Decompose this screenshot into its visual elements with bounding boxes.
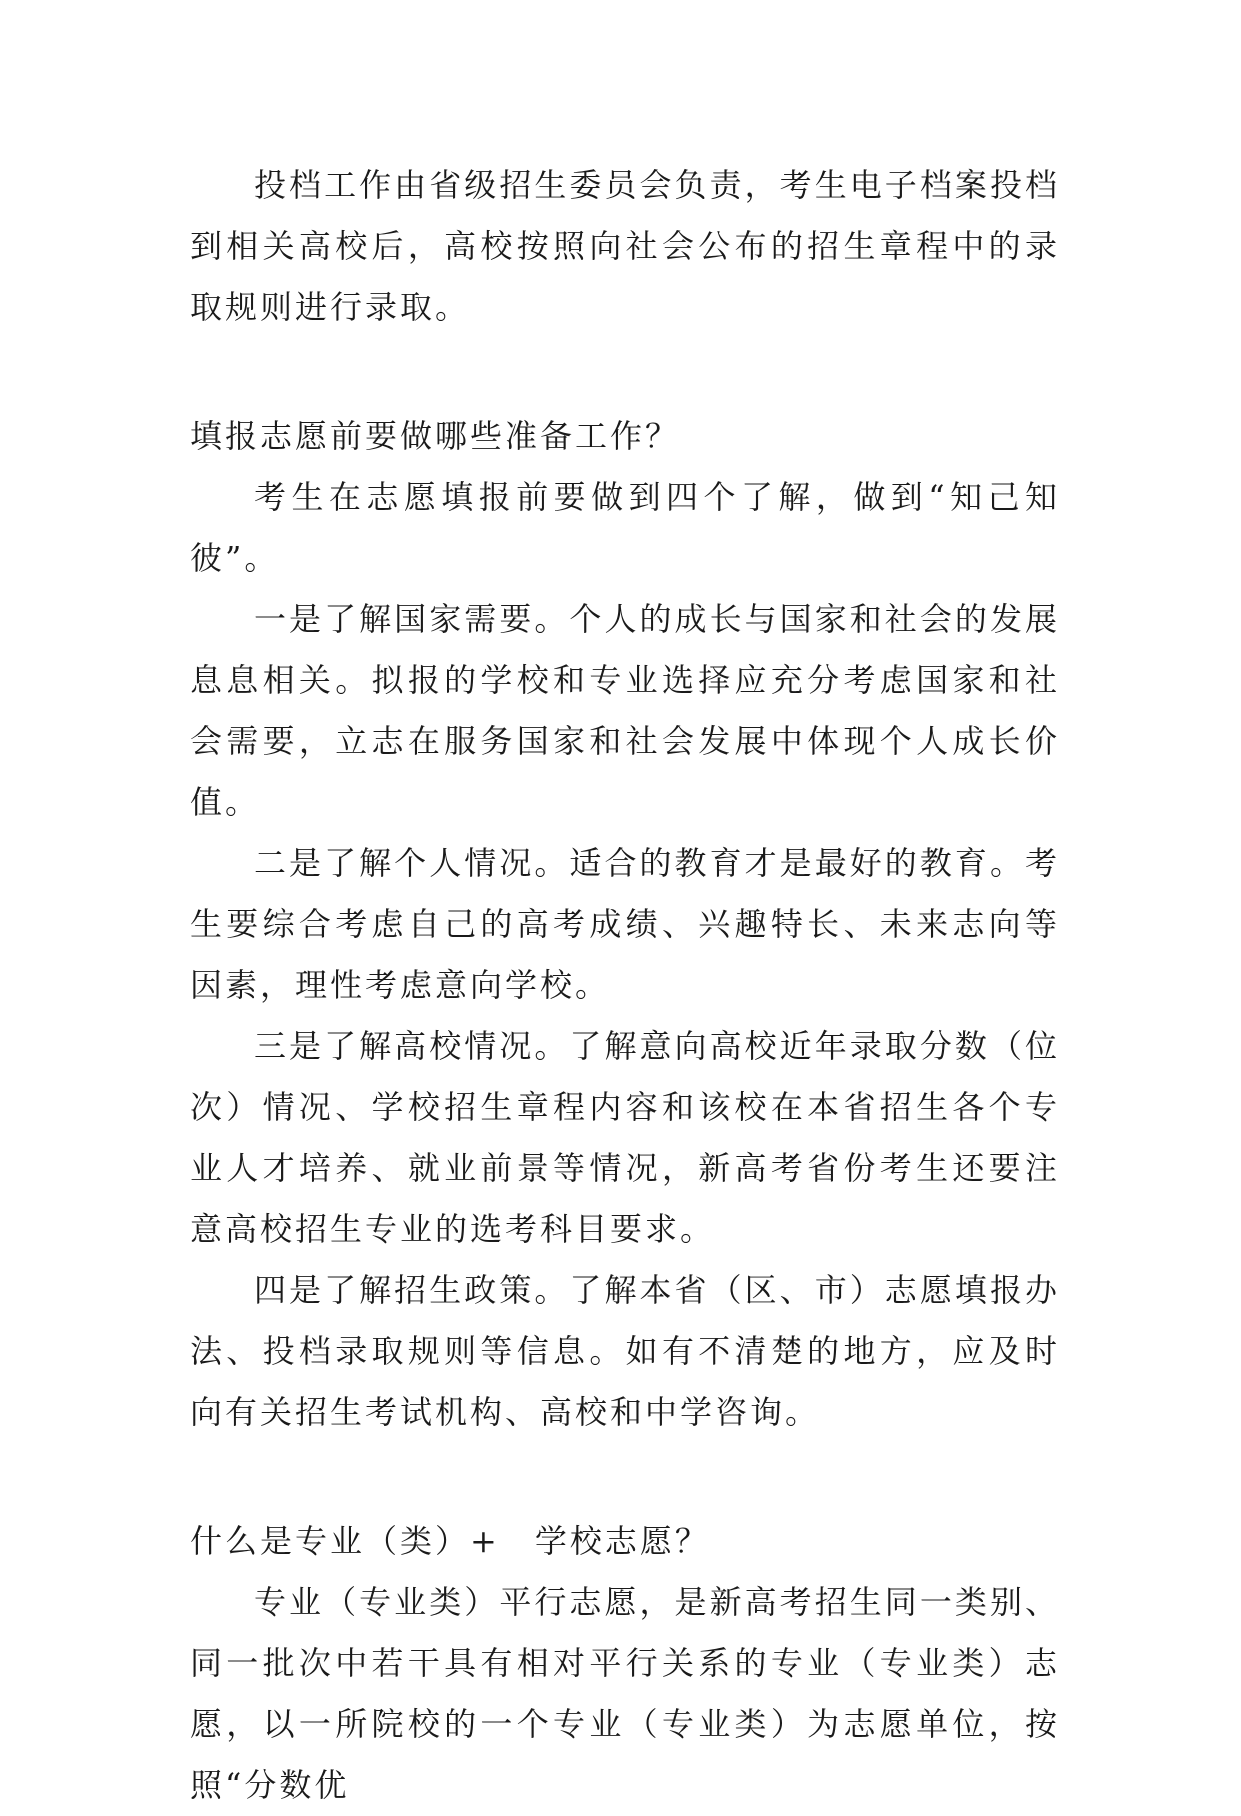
section-gap	[190, 1443, 1060, 1511]
para-university-situation: 三是了解高校情况。了解意向高校近年录取分数（位次）情况、学校招生章程内容和该校在本省招生各个专业人才培养、就业前景等情况，新高考省份考生还要注意高校招生专业的选考科目要求。	[190, 1027, 1060, 1248]
document-body	[190, 155, 1060, 1816]
heading-major-school: 什么是专业（类）+ 学校志愿？	[190, 1522, 710, 1560]
para-admission-policy: 四是了解招生政策。了解本省（区、市）志愿填报办法、投档录取规则等信息。如有不清楚的地方，应及时向有关招生考试机构、高校和中学咨询。	[190, 1271, 1060, 1431]
heading-preparation: 填报志愿前要做哪些准备工作？	[190, 417, 681, 455]
section-gap	[190, 338, 1060, 406]
para-parallel-volunteer: 专业（专业类）平行志愿，是新高考招生同一类别、同一批次中若干具有相对平行关系的专业（专业类）志愿，以一所院校的一个专业（专业类）为志愿单位，按照“分数优	[190, 1583, 1060, 1804]
para-four-understandings: 考生在志愿填报前要做到四个了解，做到“知己知彼”。	[190, 478, 1060, 577]
para-national-needs: 一是了解国家需要。个人的成长与国家和社会的发展息息相关。拟报的学校和专业选择应充分考虑国家和社会需要，立志在服务国家和社会发展中体现个人成长价值。	[190, 600, 1060, 821]
para-submission-work: 投档工作由省级招生委员会负责，考生电子档案投档到相关高校后，高校按照向社会公布的招生章程中的录取规则进行录取。	[190, 166, 1060, 326]
para-personal-situation: 二是了解个人情况。适合的教育才是最好的教育。考生要综合考虑自己的高考成绩、兴趣特长、未来志向等因素，理性考虑意向学校。	[190, 844, 1060, 1004]
